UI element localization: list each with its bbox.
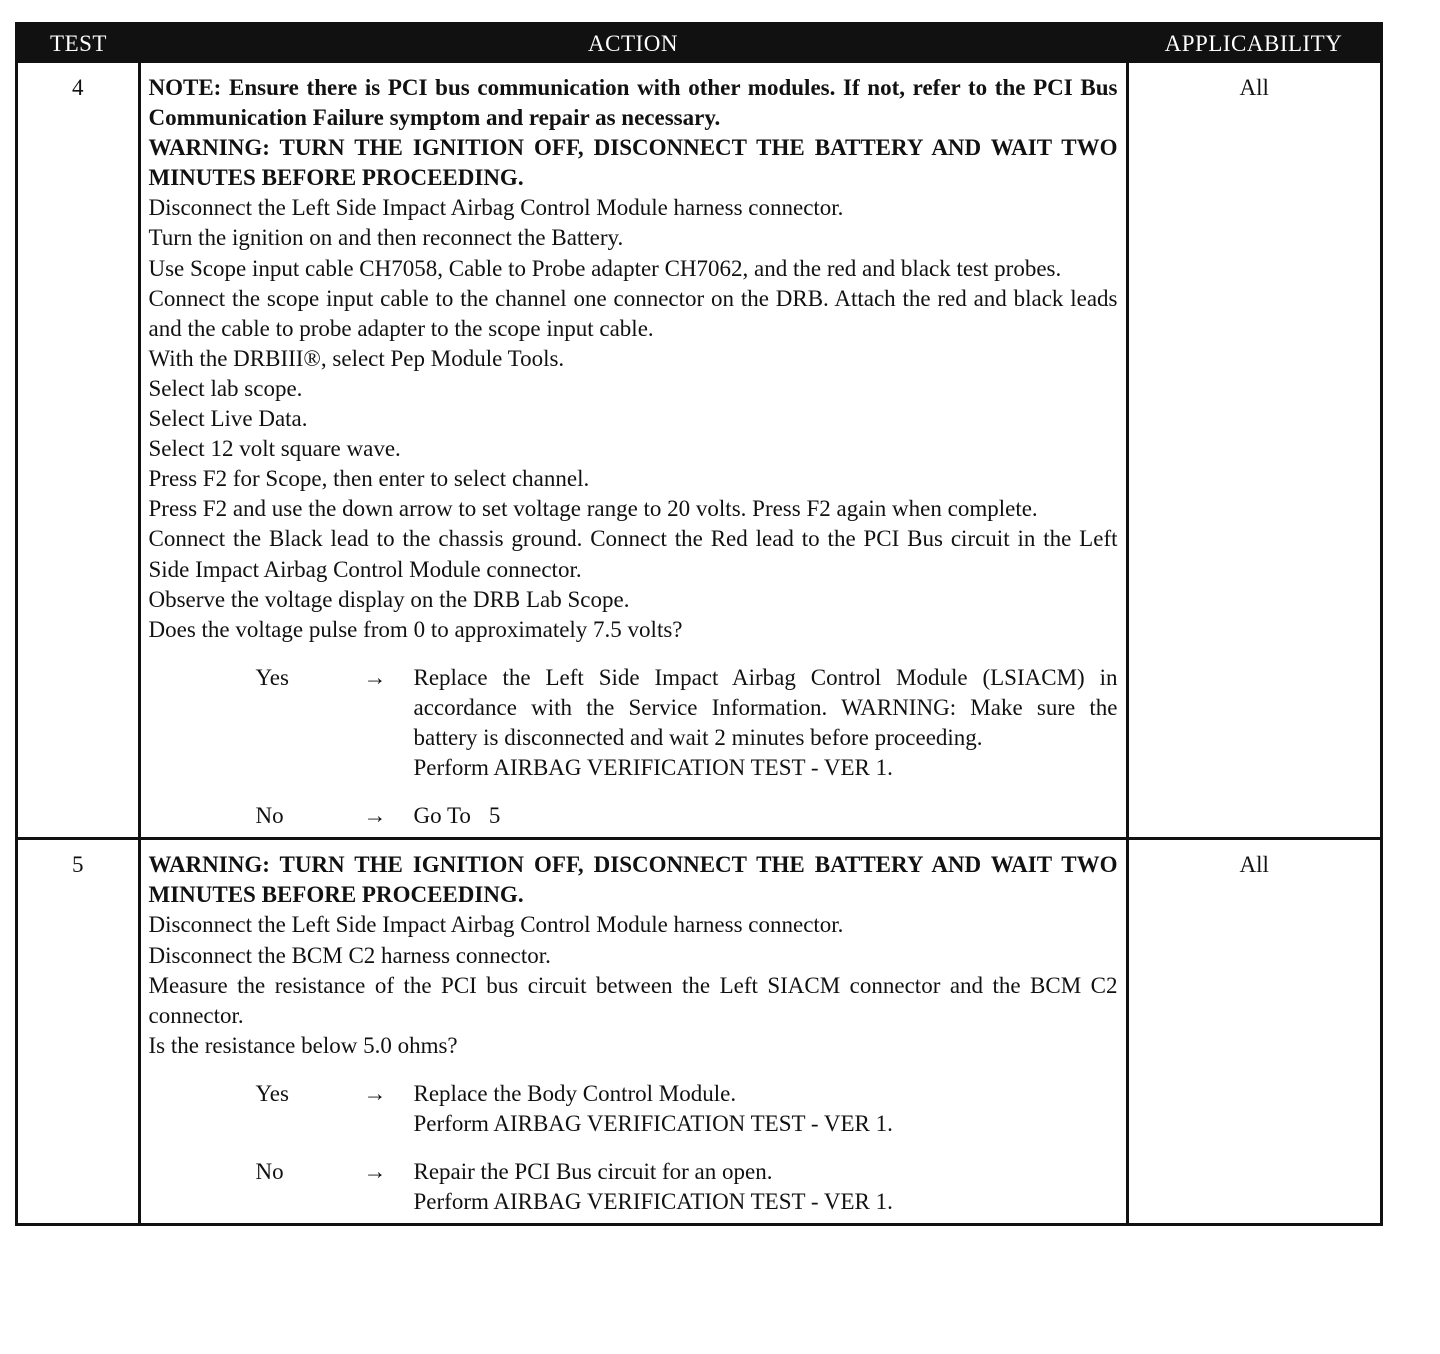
step-text: Observe the voltage display on the DRB Lab Scope.	[148, 586, 630, 612]
applicability-value: All	[1127, 839, 1380, 1224]
step-text: Connect the Black lead to the chassis ground. Connect the Red lead to the PCI Bus circuit in the Left Side Impact Airbag Control Module connector.	[148, 526, 1118, 582]
outcome-yes	[149, 1079, 1118, 1139]
header-action: ACTION	[139, 25, 1127, 63]
arrow-icon: →	[363, 1159, 387, 1185]
yes-result	[414, 663, 1118, 783]
goto-test-link[interactable]: 5	[488, 803, 501, 829]
header-applicability: APPLICABILITY	[1127, 25, 1380, 63]
yes-result	[414, 1079, 1118, 1139]
step-text: Select 12 volt square wave.	[148, 436, 401, 462]
no-label: No	[255, 803, 284, 829]
test-number: 4	[18, 63, 139, 839]
table-row-test-4	[18, 63, 1380, 839]
table-header-row	[18, 25, 1380, 63]
step-text: With the DRBIII®, select Pep Module Tools.	[148, 345, 565, 371]
no-label: No	[255, 1159, 284, 1185]
outcome-no	[149, 801, 1118, 831]
step-text: Disconnect the Left Side Impact Airbag Control Module harness connector.	[148, 912, 844, 938]
note-text: NOTE: Ensure there is PCI bus communication with other modules. If not, refer to the PCI Bus Communication Failure symptom and repair as necessary.	[148, 75, 1118, 131]
arrow-icon: →	[363, 803, 387, 829]
yes-action-text: Replace the Left Side Impact Airbag Control Module (LSIACM) in accordance with the Service Information. WARNING: Make sure the battery is disconnected and wait 2 minutes before proceeding.	[413, 664, 1118, 750]
yes-label: Yes	[255, 664, 289, 690]
no-result	[414, 1157, 1118, 1217]
step-text: Press F2 and use the down arrow to set voltage range to 20 volts. Press F2 again when complete.	[148, 496, 1038, 522]
question-text: Is the resistance below 5.0 ohms?	[148, 1032, 458, 1058]
step-text: Use Scope input cable CH7058, Cable to Probe adapter CH7062, and the red and black test probes.	[148, 255, 1062, 281]
no-result	[414, 801, 1118, 831]
verification-text: Perform AIRBAG VERIFICATION TEST - VER 1.	[413, 755, 893, 781]
step-text: Measure the resistance of the PCI bus circuit between the Left SIACM connector and the BCM C2 connector.	[148, 972, 1118, 1028]
step-text: Select Live Data.	[148, 406, 308, 432]
yes-label: Yes	[255, 1080, 289, 1106]
question-text: Does the voltage pulse from 0 to approximately 7.5 volts?	[148, 616, 683, 642]
action-cell	[139, 63, 1127, 839]
step-text: Press F2 for Scope, then enter to select channel.	[148, 466, 590, 492]
step-text: Turn the ignition on and then reconnect the Battery.	[148, 225, 624, 251]
step-text: Select lab scope.	[148, 375, 303, 401]
test-action-table	[18, 25, 1380, 1223]
applicability-value: All	[1127, 63, 1380, 839]
step-text: Disconnect the Left Side Impact Airbag Control Module harness connector.	[148, 195, 844, 221]
yes-action-text: Replace the Body Control Module.	[413, 1080, 737, 1106]
step-text: Connect the scope input cable to the channel one connector on the DRB. Attach the red and black leads and the cable to probe adapter to the scope input cable.	[148, 285, 1118, 341]
arrow-icon: →	[363, 664, 387, 690]
warning-text: WARNING: TURN THE IGNITION OFF, DISCONNECT THE BATTERY AND WAIT TWO MINUTES BEFORE PROCEEDING.	[148, 135, 1118, 191]
verification-text: Perform AIRBAG VERIFICATION TEST - VER 1.	[413, 1189, 893, 1215]
test-number: 5	[18, 839, 139, 1224]
table-row-test-5	[18, 839, 1380, 1224]
step-text: Disconnect the BCM C2 harness connector.	[148, 942, 551, 968]
outcome-no	[149, 1157, 1118, 1217]
goto-text: Go To	[413, 803, 471, 829]
no-action-text: Repair the PCI Bus circuit for an open.	[413, 1159, 773, 1185]
warning-text: WARNING: TURN THE IGNITION OFF, DISCONNECT THE BATTERY AND WAIT TWO MINUTES BEFORE PROCEEDING.	[148, 852, 1118, 908]
diagnostic-table	[15, 22, 1383, 1226]
arrow-icon: →	[363, 1080, 387, 1106]
outcome-yes	[149, 663, 1118, 783]
header-test: TEST	[18, 25, 139, 63]
action-cell	[139, 839, 1127, 1224]
verification-text: Perform AIRBAG VERIFICATION TEST - VER 1.	[413, 1111, 893, 1136]
